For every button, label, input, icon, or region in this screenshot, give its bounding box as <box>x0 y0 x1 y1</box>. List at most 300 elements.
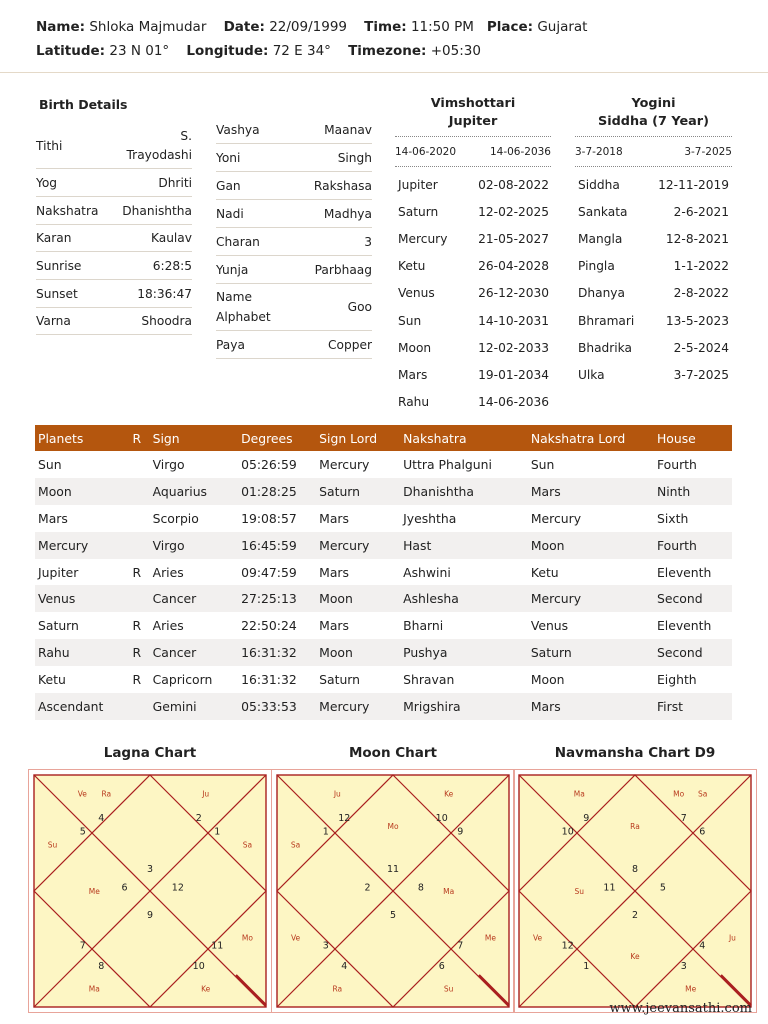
table-cell: Moon <box>530 672 565 688</box>
table-cell: Saturn <box>528 639 654 666</box>
house-sign-number: 11 <box>386 863 400 875</box>
table-cell: Mars <box>319 564 349 580</box>
yogini-row <box>578 232 729 246</box>
vimshottari-title-line1: Vimshottari <box>430 96 516 111</box>
table-cell: Eleventh <box>656 564 712 580</box>
table-row <box>35 532 732 559</box>
table-cell: First <box>654 693 732 720</box>
table-row <box>35 585 732 612</box>
house-sign-number: 7 <box>457 940 464 952</box>
vimshottari-period-date: 02-08-2022 <box>478 178 549 192</box>
table-cell: Ascendant <box>35 693 129 720</box>
planet-label: Sa <box>290 840 301 850</box>
vimshottari-to: 14-06-2036 <box>489 146 551 158</box>
vimshottari-period-date: 21-05-2027 <box>478 232 549 247</box>
house-sign-number: 10 <box>561 826 574 838</box>
table-row <box>35 478 732 505</box>
house-sign-number: 4 <box>699 940 706 952</box>
table-cell <box>129 585 149 612</box>
table-cell: Ashlesha <box>400 585 528 612</box>
house-sign-number: 3 <box>146 863 154 875</box>
table-cell: Venus <box>530 618 569 634</box>
table-cell: Virgo <box>152 456 185 472</box>
table-cell: Cancer <box>150 585 238 612</box>
table-cell <box>129 505 149 532</box>
vimshottari-from: 14-06-2020 <box>395 146 457 158</box>
vimshottari-period-date: 12-02-2033 <box>478 340 549 355</box>
yogini-divider-2 <box>575 166 732 167</box>
birth-detail-value: 3 <box>364 234 372 249</box>
vimshottari-period-name: Rahu <box>398 394 430 409</box>
table-cell: Ashwini <box>403 564 451 580</box>
house-sign-number: 6 <box>699 826 706 838</box>
birth-detail-value: Madhya <box>323 206 372 221</box>
birth-detail-row <box>216 144 372 172</box>
yogini-divider <box>575 136 732 137</box>
date-label: Date: <box>223 19 265 35</box>
planet-label: Ra <box>630 822 640 832</box>
planet-label: Mo <box>241 933 253 943</box>
table-cell: Ninth <box>654 478 732 505</box>
birth-detail-value: Kaulav <box>150 231 192 245</box>
table-row <box>35 451 732 478</box>
date-value: 22/09/1999 <box>269 19 347 35</box>
table-cell: Moon <box>35 478 129 505</box>
table-row <box>35 559 732 586</box>
table-cell: Virgo <box>150 532 238 559</box>
planet-label: Ve <box>77 789 87 799</box>
birth-detail-key: Karan <box>36 231 72 245</box>
birth-detail-value: 6:28:5 <box>152 258 192 273</box>
vimshottari-row <box>398 395 549 409</box>
planet-label: Ve <box>532 933 543 943</box>
yogini-row <box>578 205 729 219</box>
column-header: Nakshatra <box>400 425 528 451</box>
table-cell: Mercury <box>35 532 129 559</box>
birth-detail-row <box>216 172 372 200</box>
birth-detail-row <box>36 225 192 252</box>
house-sign-number: 5 <box>659 882 666 894</box>
table-cell: Saturn <box>319 672 361 688</box>
yogini-period-date: 2-8-2022 <box>673 286 729 301</box>
table-cell: Sun <box>38 456 62 472</box>
kundli-chart <box>28 769 272 1013</box>
table-cell: R <box>129 639 149 666</box>
yogini-row <box>578 368 729 382</box>
table-cell: Moon <box>316 585 400 612</box>
table-cell: 22:50:24 <box>241 618 297 634</box>
latitude-value: 23 N 01° <box>109 43 170 59</box>
longitude-label: Longitude: <box>186 43 269 59</box>
table-cell: Second <box>654 639 732 666</box>
birth-detail-value: Rakshasa <box>313 178 372 193</box>
birth-detail-key: Charan <box>216 234 260 249</box>
house-sign-number: 2 <box>631 910 639 922</box>
house-sign-number: 8 <box>417 882 424 894</box>
table-cell: Shravan <box>403 672 455 688</box>
table-cell: Mars <box>319 510 349 526</box>
house-sign-number: 9 <box>583 812 590 824</box>
time-value: 11:50 PM <box>410 19 474 35</box>
planet-label: Ra <box>332 984 343 994</box>
yogini-period-name: Sankata <box>578 205 628 220</box>
table-cell: Eighth <box>656 672 697 688</box>
house-sign-number: 6 <box>438 961 445 973</box>
table-cell: Scorpio <box>152 510 199 526</box>
planet-label: Ra <box>101 789 112 799</box>
house-sign-number: 7 <box>680 812 687 824</box>
column-header: Nakshatra Lord <box>528 425 654 451</box>
planet-label: Ju <box>333 789 341 799</box>
birth-details-title: Birth Details <box>39 97 128 112</box>
house-sign-number: 8 <box>98 961 105 973</box>
birth-detail-key: Nadi <box>216 206 244 221</box>
birth-detail-row <box>36 197 192 225</box>
table-cell: 05:33:53 <box>238 693 316 720</box>
house-sign-number: 7 <box>79 940 86 952</box>
yogini-period-name: Dhanya <box>578 286 625 301</box>
kundli-chart <box>271 769 515 1013</box>
table-cell: 16:31:32 <box>241 672 297 688</box>
planet-label: Ke <box>630 951 640 961</box>
vimshottari-period-date: 14-10-2031 <box>478 313 549 328</box>
house-sign-number: 1 <box>322 826 329 838</box>
table-cell: Mars <box>528 693 654 720</box>
yogini-period-name: Pingla <box>578 259 615 274</box>
birth-detail-value: Dhriti <box>158 175 192 190</box>
table-cell: Saturn <box>38 618 79 634</box>
yogini-title-line1: Yogini <box>631 96 676 111</box>
birth-detail-row <box>36 280 192 308</box>
birth-detail-value: Copper <box>328 337 372 352</box>
yogini-period-name: Siddha <box>578 178 620 192</box>
table-cell: R <box>132 618 142 634</box>
table-cell: 19:08:57 <box>241 510 297 526</box>
header-line-1 <box>36 19 587 35</box>
birth-detail-key: Tithi <box>36 139 63 153</box>
table-cell: Venus <box>35 585 129 612</box>
planet-label: Sa <box>698 789 708 799</box>
table-cell: 16:31:32 <box>238 639 316 666</box>
house-sign-number: 4 <box>98 812 105 824</box>
kundli-chart <box>513 769 757 1013</box>
table-row <box>35 693 732 720</box>
planet-label: Me <box>484 933 496 943</box>
planets-table-header <box>35 425 732 451</box>
table-cell <box>129 478 149 505</box>
yogini-row <box>578 286 729 300</box>
planet-label: Ma <box>573 789 585 799</box>
yogini-period-date: 2-6-2021 <box>673 205 729 220</box>
vimshottari-period-name: Moon <box>398 340 432 355</box>
table-cell: 01:28:25 <box>238 478 316 505</box>
table-cell: Uttra Phalguni <box>403 456 492 472</box>
birth-detail-key: Paya <box>216 337 245 352</box>
birth-detail-row <box>36 308 192 335</box>
table-cell: Gemini <box>150 693 238 720</box>
house-sign-number: 12 <box>561 940 574 952</box>
planet-label: Ke <box>201 984 211 994</box>
birth-detail-key: Vashya <box>216 122 260 137</box>
vimshottari-divider <box>395 136 551 137</box>
table-cell: Mars <box>38 510 68 526</box>
header-line-2 <box>36 43 481 59</box>
birth-detail-value: 18:36:47 <box>137 286 192 301</box>
yogini-period-date: 2-5-2024 <box>673 340 729 355</box>
name-label: Name: <box>36 19 86 35</box>
table-cell: Moon <box>316 639 400 666</box>
birth-detail-value: Parbhaag <box>314 262 372 277</box>
table-cell: Mercury <box>316 693 400 720</box>
yogini-row <box>578 341 729 355</box>
planet-label: Mo <box>673 789 685 799</box>
vimshottari-period-name: Sun <box>398 313 422 328</box>
column-header: Sign <box>150 425 238 451</box>
timezone-label: Timezone: <box>348 43 427 59</box>
column-header: Planets <box>35 425 129 451</box>
house-sign-number: 11 <box>211 940 224 952</box>
vimshottari-period-name: Mercury <box>398 232 448 247</box>
birth-detail-row <box>36 252 192 280</box>
column-header: Sign Lord <box>316 425 400 451</box>
latitude-label: Latitude: <box>36 43 106 59</box>
table-cell: Mrigshira <box>400 693 528 720</box>
birth-detail-value: S. Trayodashi <box>126 129 192 162</box>
planet-label: Ve <box>290 933 301 943</box>
birth-detail-row <box>216 256 372 284</box>
planets-table <box>35 425 732 720</box>
house-sign-number: 12 <box>338 812 351 824</box>
birth-detail-row <box>216 200 372 228</box>
house-sign-number: 4 <box>341 961 348 973</box>
planet-label: Sa <box>242 840 253 850</box>
table-cell: R <box>132 672 142 688</box>
birth-detail-row <box>216 228 372 256</box>
chart-title: Navmansha Chart D9 <box>554 745 716 761</box>
birth-detail-key: Gan <box>216 178 241 193</box>
table-cell: Mercury <box>528 585 654 612</box>
table-cell: Mars <box>528 478 654 505</box>
planets-table-body <box>35 451 732 720</box>
name-value: Shloka Majmudar <box>89 19 207 35</box>
yogini-to: 3-7-2025 <box>684 146 732 158</box>
vimshottari-period-name: Saturn <box>398 205 439 220</box>
yogini-title <box>575 95 732 131</box>
vimshottari-period <box>395 146 551 158</box>
table-cell: Moon <box>528 532 654 559</box>
house-sign-number: 11 <box>603 882 616 894</box>
yogini-row <box>578 259 729 273</box>
place-value: Gujarat <box>537 19 588 35</box>
table-cell: Aquarius <box>150 478 238 505</box>
planet-label: Su <box>443 984 454 994</box>
yogini-period-date: 13-5-2023 <box>665 313 729 328</box>
yogini-period-name: Ulka <box>578 367 605 382</box>
birth-detail-row <box>216 284 372 331</box>
table-cell: Second <box>654 585 732 612</box>
table-cell: Aries <box>152 618 184 634</box>
table-cell: Saturn <box>316 478 400 505</box>
vimshottari-period-date: 19-01-2034 <box>478 367 549 382</box>
house-sign-number: 3 <box>322 940 329 952</box>
time-label: Time: <box>364 19 407 35</box>
table-row <box>35 505 732 532</box>
table-row <box>35 666 732 693</box>
planet-label: Ma <box>443 887 455 896</box>
birth-detail-row <box>216 116 372 144</box>
vimshottari-row <box>398 286 549 300</box>
birth-detail-key: Yunja <box>216 262 249 277</box>
table-cell: Jyeshtha <box>403 510 457 526</box>
yogini-period-name: Bhadrika <box>578 340 632 355</box>
yogini-row <box>578 314 729 328</box>
chart-title: Lagna Chart <box>103 745 197 761</box>
planet-label: Ke <box>444 789 454 799</box>
birth-detail-value: Maanav <box>324 122 372 137</box>
birth-detail-value: Dhanishtha <box>122 203 192 218</box>
vimshottari-period-name: Mars <box>398 367 428 382</box>
column-header: Degrees <box>238 425 316 451</box>
table-cell: Eleventh <box>656 618 712 634</box>
planet-label: Su <box>47 840 58 850</box>
yogini-period-date: 12-8-2021 <box>665 232 729 247</box>
vimshottari-row <box>398 368 549 382</box>
birth-detail-row <box>216 331 372 359</box>
house-sign-number: 2 <box>364 882 371 894</box>
yogini-period-name: Mangla <box>578 232 623 247</box>
yogini-period-date: 3-7-2025 <box>673 367 729 382</box>
planet-label: Me <box>88 887 100 896</box>
house-sign-number: 5 <box>79 826 86 838</box>
vimshottari-title-line2: Jupiter <box>448 114 498 129</box>
planet-label: Ju <box>728 933 736 943</box>
table-cell: Capricorn <box>152 672 213 688</box>
vimshottari-period-date: 26-12-2030 <box>478 286 549 301</box>
table-row <box>35 639 732 666</box>
vimshottari-row <box>398 178 549 192</box>
birth-detail-key: Sunset <box>36 286 78 301</box>
house-sign-number: 9 <box>146 910 154 922</box>
birth-detail-value: Singh <box>337 150 372 165</box>
table-cell: Jupiter <box>38 564 79 580</box>
table-cell: 09:47:59 <box>241 564 297 580</box>
planet-label: Ma <box>88 984 100 994</box>
footer-website: www.jeevansathi.com <box>609 1001 752 1016</box>
house-sign-number: 3 <box>680 961 687 973</box>
header-divider <box>0 72 768 73</box>
planet-label: Ju <box>202 789 210 799</box>
place-label: Place: <box>486 19 534 35</box>
table-cell: 27:25:13 <box>238 585 316 612</box>
table-cell: Ketu <box>38 672 66 688</box>
yogini-period-name: Bhramari <box>578 313 635 328</box>
table-cell: Ketu <box>530 564 559 580</box>
table-cell: Hast <box>400 532 528 559</box>
table-cell: R <box>132 564 142 580</box>
vimshottari-period-date: 12-02-2025 <box>478 205 549 220</box>
longitude-value: 72 E 34° <box>272 43 331 59</box>
yogini-row <box>578 178 729 192</box>
house-sign-number: 10 <box>435 812 448 824</box>
birth-detail-key: Yog <box>36 175 58 190</box>
table-cell <box>129 693 149 720</box>
birth-detail-key: Nakshatra <box>36 203 99 218</box>
timezone-value: +05:30 <box>430 43 481 59</box>
table-cell: Pushya <box>400 639 528 666</box>
planet-label: Me <box>685 984 697 994</box>
vimshottari-row <box>398 232 549 246</box>
house-sign-number: 6 <box>121 882 128 894</box>
house-sign-number: 1 <box>214 826 221 838</box>
table-cell: Mercury <box>316 532 400 559</box>
table-cell: Fourth <box>654 532 732 559</box>
vimshottari-divider-2 <box>395 166 551 167</box>
table-cell: Dhanishtha <box>400 478 528 505</box>
birth-detail-value: Goo <box>347 300 372 314</box>
planet-label: Mo <box>387 822 399 832</box>
vimshottari-period-date: 14-06-2036 <box>478 394 549 409</box>
planet-label: Su <box>574 887 585 896</box>
house-sign-number: 12 <box>171 882 184 894</box>
house-sign-number: 2 <box>195 812 202 824</box>
table-cell: Rahu <box>35 639 129 666</box>
birth-detail-key: Sunrise <box>36 258 82 273</box>
table-cell <box>129 451 149 478</box>
chart-title: Moon Chart <box>348 745 438 761</box>
birth-detail-row <box>36 169 192 197</box>
table-cell: Mercury <box>319 456 370 472</box>
vimshottari-period-name: Ketu <box>398 259 426 274</box>
house-sign-number: 1 <box>583 961 590 973</box>
yogini-from: 3-7-2018 <box>575 146 623 158</box>
birth-detail-row <box>36 124 192 169</box>
house-sign-number: 10 <box>192 961 205 973</box>
yogini-title-line2: Siddha (7 Year) <box>598 114 709 129</box>
column-header: House <box>654 425 732 451</box>
birth-detail-key: Name Alphabet <box>216 290 271 324</box>
column-header: R <box>129 425 149 451</box>
vimshottari-title <box>395 95 551 131</box>
table-cell: Bharni <box>403 618 444 634</box>
vimshottari-period-name: Venus <box>398 286 435 301</box>
table-cell: Cancer <box>150 639 238 666</box>
table-cell: Mars <box>319 618 349 634</box>
table-cell: Mercury <box>530 510 582 526</box>
vimshottari-row <box>398 259 549 273</box>
table-row <box>35 612 732 639</box>
vimshottari-row <box>398 341 549 355</box>
birth-detail-value: Shoodra <box>141 314 192 328</box>
table-cell: 05:26:59 <box>241 456 297 472</box>
yogini-period-date: 12-11-2019 <box>658 178 729 192</box>
table-cell: Sun <box>530 456 555 472</box>
house-sign-number: 9 <box>457 826 464 838</box>
vimshottari-period-date: 26-04-2028 <box>478 259 549 274</box>
house-sign-number: 5 <box>389 910 397 922</box>
vimshottari-row <box>398 205 549 219</box>
table-cell <box>129 532 149 559</box>
yogini-period-date: 1-1-2022 <box>673 259 729 274</box>
table-cell: Aries <box>152 564 184 580</box>
birth-detail-key: Yoni <box>216 150 241 165</box>
yogini-period <box>575 146 732 158</box>
table-cell: Fourth <box>656 456 697 472</box>
vimshottari-period-name: Jupiter <box>398 178 438 192</box>
table-cell: 16:45:59 <box>238 532 316 559</box>
table-cell: Sixth <box>656 510 689 526</box>
house-sign-number: 8 <box>631 863 639 875</box>
birth-detail-key: Varna <box>36 314 71 328</box>
